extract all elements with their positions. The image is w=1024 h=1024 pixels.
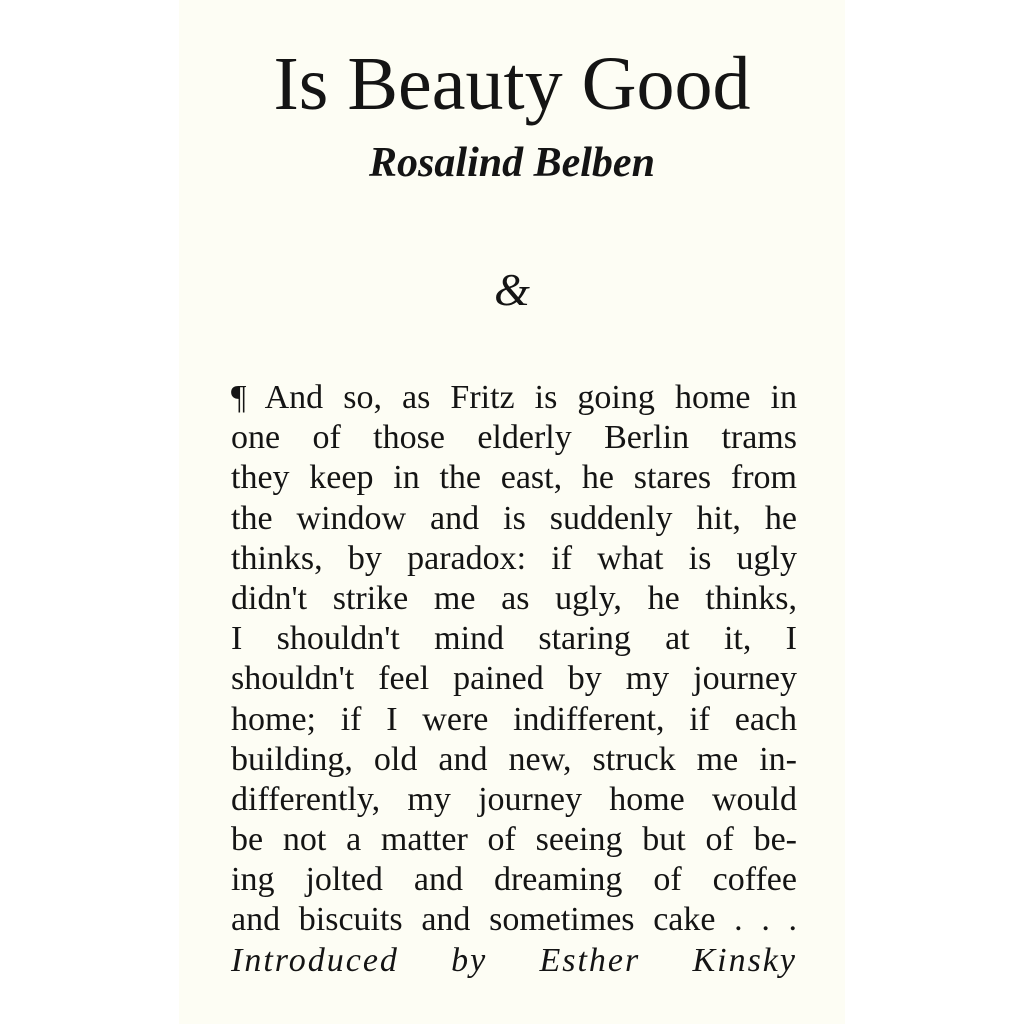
- excerpt-line: building, old and new, struck me in-: [231, 740, 797, 778]
- excerpt-block: [231, 378, 797, 981]
- book-title: Is Beauty Good: [273, 42, 751, 126]
- excerpt-line: and biscuits and sometimes cake . . .: [231, 901, 797, 939]
- introduction-credit: Introduced by Esther Kinsky: [231, 941, 797, 979]
- book-author: Rosalind Belben: [369, 140, 655, 186]
- excerpt-line: ing jolted and dreaming of coffee: [231, 861, 797, 899]
- excerpt-line: home; if I were indifferent, if each: [231, 700, 797, 738]
- excerpt-line: be not a matter of seeing but of be-: [231, 821, 797, 859]
- excerpt-line: differently, my journey home would: [231, 780, 797, 818]
- excerpt-line: thinks, by paradox: if what is ugly: [231, 539, 797, 577]
- excerpt-line: they keep in the east, he stares from: [231, 459, 797, 497]
- book-cover: [179, 0, 845, 1024]
- excerpt-line: one of those elderly Berlin trams: [231, 419, 797, 457]
- excerpt-line: I shouldn't mind staring at it, I: [231, 620, 797, 658]
- ampersand-ornament: &: [494, 264, 530, 315]
- excerpt-line: the window and is suddenly hit, he: [231, 499, 797, 537]
- excerpt-line: shouldn't feel pained by my journey: [231, 660, 797, 698]
- excerpt-line: ¶ And so, as Fritz is going home in: [231, 379, 797, 416]
- excerpt-line: didn't strike me as ugly, he thinks,: [231, 579, 797, 617]
